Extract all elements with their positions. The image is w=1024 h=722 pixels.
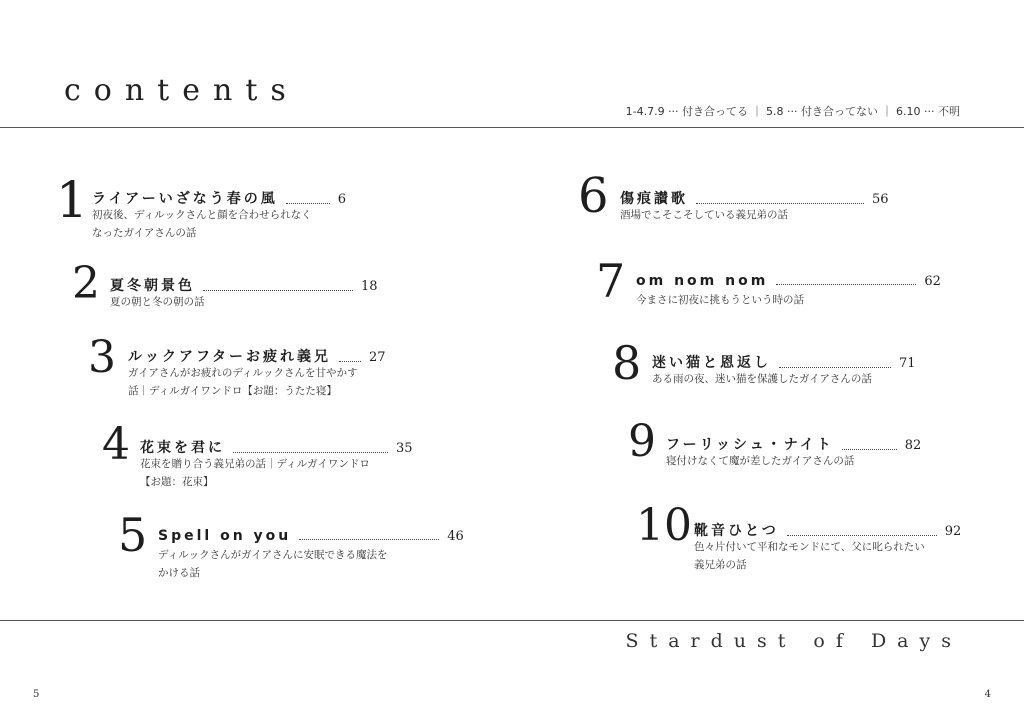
chapter-description [652, 370, 872, 388]
chapter-page-number: 71 [899, 356, 916, 371]
chapter-title: ルックアフターお疲れ義兄 [128, 349, 332, 365]
chapter-description [140, 455, 370, 491]
chapter-description [694, 538, 925, 574]
chapter-title-line [694, 520, 961, 540]
chapter-number: 10 [636, 500, 692, 551]
description-line: なったガイアさんの話 [92, 227, 197, 239]
chapter-page-number: 62 [924, 274, 941, 289]
chapter-number: 7 [596, 254, 626, 308]
description-line: 話｜ディルガイワンドロ【お題：うたた寝】 [128, 385, 337, 397]
chapter-title-line [128, 346, 386, 366]
chapter-title: ライアーいざなう春の風 [92, 191, 278, 207]
description-line: ディルックさんがガイアさんに安眠できる魔法を [158, 549, 388, 561]
chapter-title: 傷痕讃歌 [620, 191, 688, 207]
description-line: ガイアさんがお疲れのディルックさんを甘やかす [128, 367, 358, 379]
chapter-number: 4 [102, 419, 130, 470]
description-line: 【お題：花束】 [140, 476, 214, 488]
chapter-title: Spell on you [158, 528, 292, 544]
chapter-page-number: 46 [447, 529, 464, 544]
book-title: Stardust of Days [625, 630, 962, 652]
chapter-title: 夏冬朝景色 [110, 278, 195, 294]
chapter-title: om nom nom [636, 273, 769, 289]
chapter-description [666, 452, 854, 470]
chapter-title-line [636, 273, 941, 289]
description-line: 色々片付いて平和なモンドにて、父に叱られたい [694, 541, 925, 553]
description-line: 義兄弟の話 [694, 559, 747, 571]
chapter-page-number: 82 [904, 438, 922, 453]
dot-leader [203, 290, 353, 291]
dot-leader [842, 449, 897, 450]
chapter-number: 3 [88, 332, 116, 383]
dot-leader [233, 452, 388, 453]
chapter-description [128, 364, 358, 400]
chapter-title: 靴音ひとつ [694, 523, 779, 539]
chapter-title: フーリッシュ・ナイト [666, 437, 834, 453]
chapter-page-number: 92 [944, 524, 962, 539]
chapter-title-line [652, 352, 916, 372]
dot-leader [779, 367, 891, 368]
chapter-description [620, 206, 788, 224]
chapter-title-line [140, 437, 413, 457]
chapter-title-line [620, 188, 889, 208]
description-line: 寝付けなくて魔が差したガイアさんの話 [666, 455, 855, 467]
chapter-description [158, 546, 388, 582]
chapter-page-number: 18 [361, 279, 378, 294]
page-heading: contents [64, 73, 299, 108]
relationship-legend: 1-4.7.9 ··· 付き合ってる ｜ 5.8 ··· 付き合ってない ｜ 6.10 ··· 不明 [625, 105, 960, 118]
page-number-right: 4 [984, 689, 991, 700]
chapter-title-line [92, 188, 346, 208]
chapter-number: 9 [628, 416, 656, 467]
chapter-page-number: 6 [337, 192, 347, 207]
dot-leader [286, 203, 330, 204]
chapter-number: 8 [612, 336, 642, 390]
description-line: ある雨の夜、迷い猫を保護したガイアさんの話 [652, 373, 872, 385]
chapter-number: 6 [578, 168, 609, 224]
chapter-description [110, 293, 205, 311]
chapter-page-number: 56 [872, 192, 889, 207]
description-line: かける話 [158, 567, 200, 579]
chapter-page-number: 27 [369, 350, 386, 365]
description-line: 初夜後、ディルックさんと顔を合わせられなく [92, 209, 312, 221]
description-line: 酒場でこそこそしている義兄弟の話 [620, 209, 788, 221]
chapter-title: 花束を君に [140, 440, 225, 456]
dot-leader [776, 284, 916, 285]
chapter-title-line [158, 528, 464, 544]
description-line: 今まさに初夜に挑もうという時の話 [636, 294, 804, 306]
chapter-number: 1 [56, 171, 88, 229]
dot-leader [299, 539, 439, 540]
dot-leader [339, 361, 361, 362]
chapter-title-line [110, 275, 378, 295]
chapter-number: 2 [72, 258, 100, 309]
chapter-description [636, 291, 804, 309]
description-line: 夏の朝と冬の朝の話 [110, 296, 205, 308]
chapter-description [92, 206, 312, 242]
dot-leader [787, 535, 937, 536]
chapter-title-line [666, 434, 921, 454]
top-divider [0, 127, 1024, 128]
page-number-left: 5 [33, 689, 40, 700]
chapter-number: 5 [118, 508, 148, 562]
chapter-page-number: 35 [396, 441, 413, 456]
bottom-divider [0, 620, 1024, 621]
dot-leader [696, 203, 864, 204]
chapter-title: 迷い猫と恩返し [652, 355, 771, 371]
description-line: 花束を贈り合う義兄弟の話｜ディルガイワンドロ [140, 458, 370, 470]
